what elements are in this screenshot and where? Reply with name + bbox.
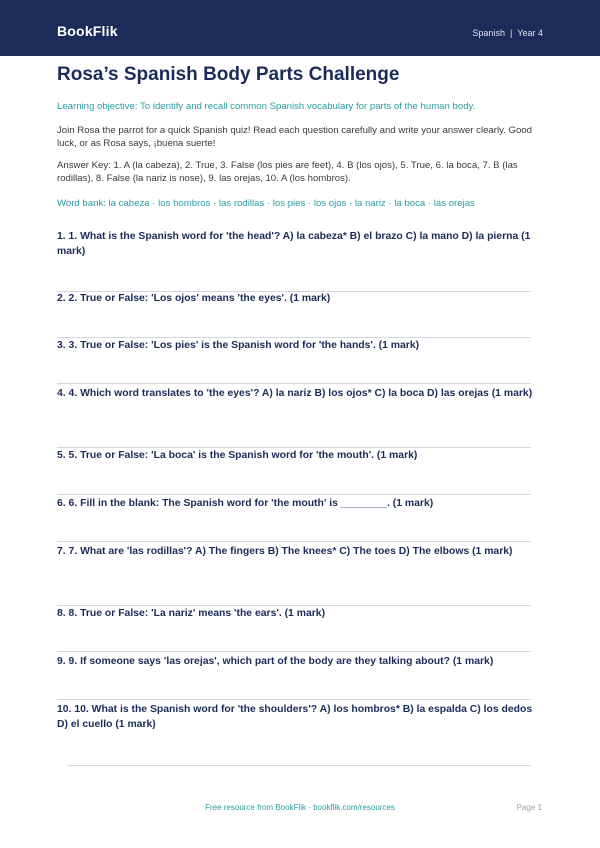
answer-key: Answer Key: 1. A (la cabeza), 2. True, 3. False (los pies are feet), 4. B (los ojos), 5. True, 6. la boca, 7. B (las rodillas), 8. False (la nariz is nose), 9. las orejas, 10. A (los hombros).: [57, 160, 518, 184]
subject-label: Spanish: [472, 28, 505, 38]
page-title: Rosa’s Spanish Body Parts Challenge: [57, 64, 400, 85]
question-9: 9. 9. If someone says 'las orejas', which part of the body are they talking about? (1 mark): [57, 656, 494, 667]
question-7: 7. 7. What are 'las rodillas'? A) The fingers B) The knees* C) The toes D) The elbows (1 mark): [57, 546, 513, 557]
meta-separator: |: [509, 28, 513, 38]
footer-credit: Free resource from BookFlik · bookflik.com/resources: [205, 803, 395, 812]
page-number: Page 1: [516, 803, 542, 812]
question-6: 6. 6. Fill in the blank: The Spanish word for 'the mouth' is ________. (1 mark): [57, 498, 434, 509]
brand-logo-text: BookFlik: [57, 23, 118, 39]
learning-objective: Learning objective: To identify and recall common Spanish vocabulary for parts of the human body.: [57, 101, 476, 112]
answer-line-9: [57, 699, 531, 700]
answer-line-10: [68, 765, 531, 766]
question-2: 2. 2. True or False: 'Los ojos' means 'the eyes'. (1 mark): [57, 293, 331, 304]
question-4: 4. 4. Which word translates to 'the eyes'? A) la nariz B) los ojos* C) la boca D) las orejas (1 mark): [57, 388, 533, 399]
question-3: 3. 3. True or False: 'Los pies' is the Spanish word for 'the hands'. (1 mark): [57, 340, 420, 351]
intro-text: Join Rosa the parrot for a quick Spanish quiz! Read each question carefully and write your answer clearly. Good luck, or as Rosa says, ¡buena suerte!: [57, 125, 532, 149]
year-label: Year 4: [517, 28, 543, 38]
header-meta: [472, 28, 543, 38]
answer-line-8: [57, 651, 531, 652]
question-8: 8. 8. True or False: 'La nariz' means 'the ears'. (1 mark): [57, 608, 326, 619]
answer-line-3: [57, 383, 531, 384]
question-10: 10. 10. What is the Spanish word for 'the shoulders'? A) los hombros* B) la espalda C) los dedos D) el cuello (1 mark): [57, 704, 533, 730]
page-header: [0, 0, 600, 56]
question-5: 5. 5. True or False: 'La boca' is the Spanish word for 'the mouth'. (1 mark): [57, 450, 418, 461]
question-1: 1. 1. What is the Spanish word for 'the head'? A) la cabeza* B) el brazo C) la mano D) la pierna (1 mark): [57, 231, 531, 257]
word-bank: Word bank: la cabeza · los hombros · las rodillas · los pies · los ojos · la nariz · la boca · las orejas: [57, 198, 475, 209]
answer-line-5: [57, 494, 531, 495]
answer-line-6: [57, 541, 531, 542]
